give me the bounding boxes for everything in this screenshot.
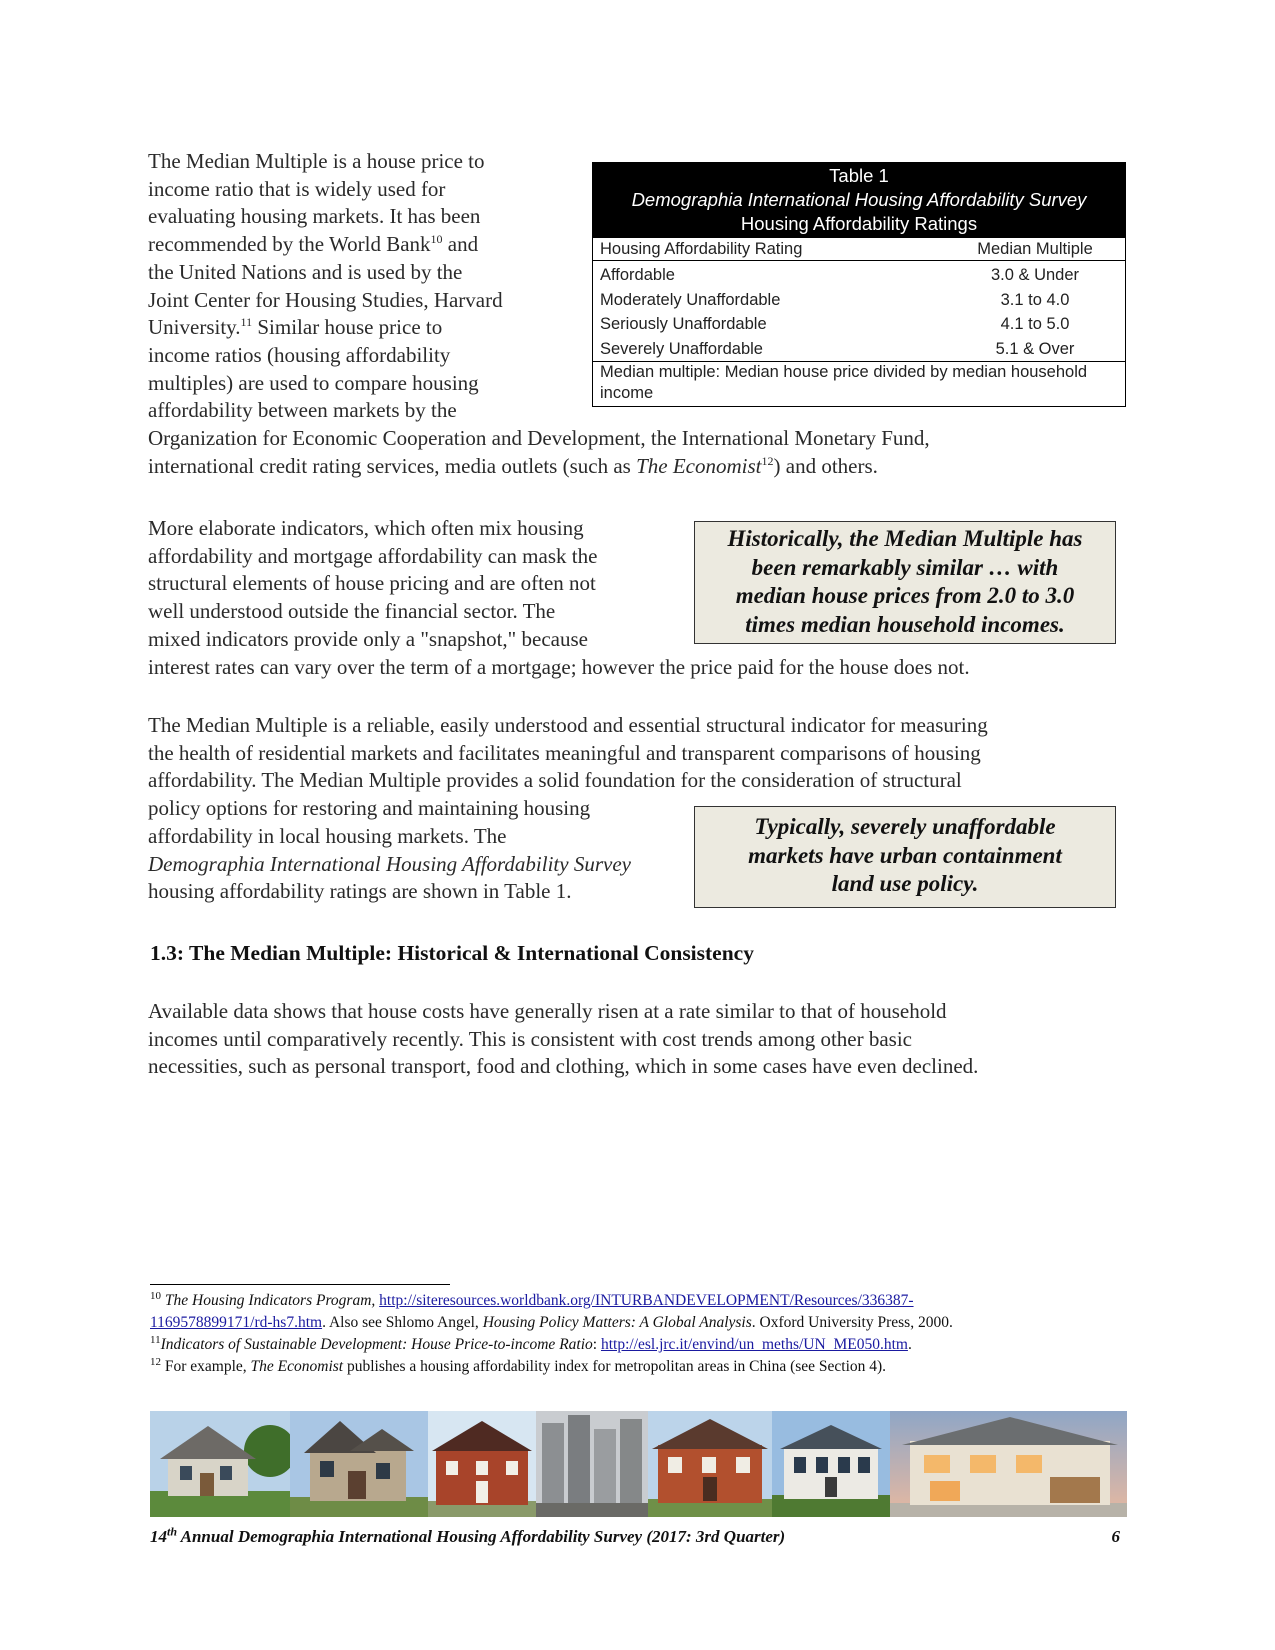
callout-line: times median household incomes. — [745, 611, 1065, 637]
house-photo — [648, 1411, 772, 1517]
text-line: incomes until comparatively recently. This is consistent with cost trends among other basic — [148, 1026, 912, 1051]
text-line: interest rates can vary over the term of a mortgage; however the price paid for the house does not. — [148, 654, 970, 679]
text-line: recommended by the World Bank$^{10}$ and — [148, 232, 479, 257]
text-line: affordability between markets by the — [148, 398, 457, 423]
house-photo-strip — [150, 1411, 1127, 1517]
house-photo — [890, 1411, 1127, 1517]
house-photo — [290, 1411, 428, 1517]
text-line: evaluating housing markets. It has been — [148, 204, 481, 229]
house-photo — [150, 1411, 290, 1517]
footnote-12: $^{12}$ For example, The Economist publishes a housing affordability index for metropolitan areas in China (see Section 4). — [150, 1355, 887, 1375]
text-line: the United Nations and is used by the — [148, 259, 463, 284]
callout-line: median house prices from 2.0 to 3.0 — [735, 583, 1075, 608]
text-line: the health of residential markets and facilitates meaningful and transparent comparisons of housing — [148, 740, 981, 765]
text-line: The Median Multiple is a reliable, easily understood and essential structural indicator for measuring — [148, 713, 988, 737]
table-row — [593, 312, 1125, 337]
text-line: University.$^{11}$ Similar house price to — [148, 315, 443, 340]
table-housing-affordability-ratings — [592, 162, 1126, 407]
footer-ordinal-suffix: th — [167, 1524, 178, 1539]
footnote-ref-11[interactable]: 11 — [240, 315, 253, 330]
page-footer — [150, 1524, 1120, 1547]
text-line: Demographia International Housing Affordability Survey — [148, 851, 631, 876]
table-body — [593, 261, 1125, 361]
house-photo — [428, 1411, 536, 1517]
text-line: multiples) are used to compare housing — [148, 370, 479, 395]
text-line: affordability in local housing markets. The — [148, 823, 507, 848]
table-subtitle: Demographia International Housing Affordability Survey — [631, 189, 1087, 210]
footnote-10: $^{10}$ The Housing Indicators Program, http://siteresources.worldbank.org/INTURBANDEVELOPMENT/Resources/336387- 1169578899171/rd-hs7.htm. Also see Shlomo Angel, Housing Policy Matters: A Global Analysis. Oxford University Press, 2000. — [150, 1289, 953, 1331]
text-line: necessities, such as personal transport, food and clothing, which in some cases have even declined. — [148, 1054, 979, 1079]
rating-cell: Severely Unaffordable — [600, 339, 763, 358]
footnote-link-worldbank-cont[interactable]: 1169578899171/rd-hs7.htm — [150, 1314, 323, 1331]
table-subtitle-2: Housing Affordability Ratings — [740, 213, 978, 234]
table-column-headers — [593, 238, 1125, 261]
table-row — [593, 263, 1125, 288]
footnote-link-jrc[interactable]: http://esl.jrc.it/envind/un_meths/UN_ME050.htm — [600, 1336, 908, 1353]
paragraph-available-data — [148, 998, 1118, 1081]
footnote-ref-12[interactable]: 12 — [761, 453, 774, 468]
multiple-cell: 5.1 & Over — [995, 339, 1075, 358]
rating-cell: Moderately Unaffordable — [600, 290, 781, 309]
footnote-link-worldbank[interactable]: http://siteresources.worldbank.org/INTURBANDEVELOPMENT/Resources/336387- — [379, 1292, 914, 1309]
table-row — [593, 288, 1125, 313]
house-photo — [536, 1411, 648, 1517]
text-line: policy options for restoring and maintaining housing — [148, 796, 591, 821]
footer-title: Annual Demographia International Housing Affordability Survey (2017: 3rd Quarter) — [180, 1527, 786, 1546]
text-line: international credit rating services, media outlets (such as The Economist$^{12}$) and others. — [148, 453, 878, 478]
footer-ordinal: 14 — [150, 1527, 167, 1546]
text-line: Organization for Economic Cooperation and Development, the International Monetary Fund, — [148, 426, 930, 451]
page-number: 6 — [1111, 1527, 1120, 1546]
column-header-rating: Housing Affordability Rating — [600, 240, 803, 258]
column-header-multiple: Median Multiple — [977, 240, 1093, 258]
text-line: well understood outside the financial sector. The — [148, 599, 556, 624]
text-line: More elaborate indicators, which often mix housing — [148, 516, 584, 540]
rating-cell: Seriously Unaffordable — [600, 315, 767, 333]
callout-historical-median-multiple — [694, 521, 1116, 644]
table-note: Median multiple: Median house price divided by median household income — [593, 361, 1125, 406]
table-title: Table 1 — [829, 165, 889, 186]
text-line: mixed indicators provide only a "snapshot," because — [148, 626, 588, 651]
multiple-cell: 4.1 to 5.0 — [1000, 315, 1070, 333]
callout-line: markets have urban containment — [748, 842, 1062, 868]
multiple-cell: 3.1 to 4.0 — [1000, 290, 1070, 309]
footnote-11: $^{11}$Indicators of Sustainable Development: House Price-to-income Ratio: http://esl.jrc.it/envind/un_meths/UN_ME050.htm. — [150, 1333, 912, 1353]
rating-cell: Affordable — [600, 266, 675, 284]
footnotes — [150, 1290, 1130, 1378]
text-line: affordability and mortgage affordability can mask the — [148, 543, 598, 568]
callout-line: Historically, the Median Multiple has — [727, 526, 1083, 551]
table-header — [593, 163, 1125, 238]
text-line: housing affordability ratings are shown in Table 1. — [148, 879, 572, 904]
multiple-cell: 3.0 & Under — [990, 266, 1080, 284]
table-row — [593, 337, 1125, 362]
callout-line: been remarkably similar … with — [751, 554, 1059, 580]
callout-line: land use policy. — [831, 871, 979, 896]
text-line: income ratios (housing affordability — [148, 342, 451, 367]
callout-line: Typically, severely unaffordable — [754, 814, 1056, 839]
text-line: income ratio that is widely used for — [148, 176, 446, 201]
callout-urban-containment — [694, 806, 1116, 908]
text-line: The Median Multiple is a house price to — [148, 149, 485, 173]
text-line: structural elements of house pricing and are often not — [148, 571, 596, 596]
house-photo — [772, 1411, 890, 1517]
text-line: Available data shows that house costs have generally risen at a rate similar to that of household — [148, 999, 947, 1023]
section-heading-1-3: 1.3: The Median Multiple: Historical & International Consistency — [150, 941, 754, 965]
footnote-ref-10[interactable]: 10 — [430, 232, 443, 247]
text-line: Joint Center for Housing Studies, Harvard — [148, 287, 503, 312]
footnote-separator — [150, 1284, 450, 1285]
text-line: affordability. The Median Multiple provides a solid foundation for the consideration of structural — [148, 768, 962, 793]
